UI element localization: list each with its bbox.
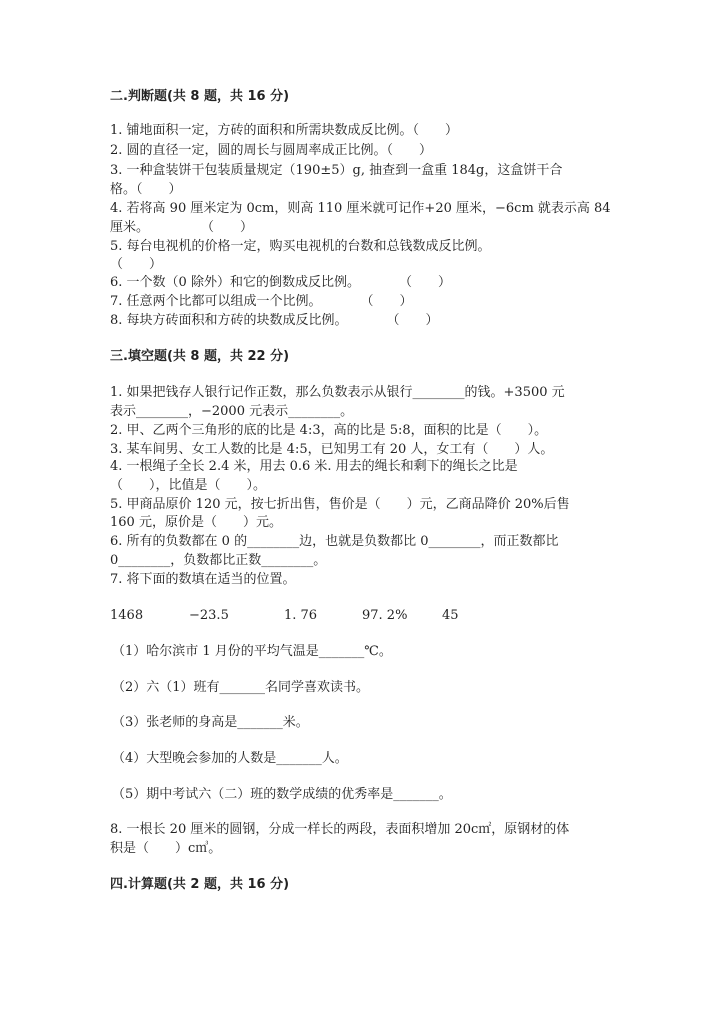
question-line: 8. 每块方砖面积和方砖的块数成反比例。 （ ） <box>110 313 439 328</box>
number-item: 1. 76 <box>284 608 318 623</box>
question-line: 积是（ ）c㎥。 <box>110 841 222 856</box>
question-line: 0________，负数都比正数________。 <box>110 553 327 568</box>
question-line: 3. 某车间男、女工人数的比是 4:5，已知男工有 20 人，女工有（ ）人。 <box>110 442 554 457</box>
question-line: 6. 所有的负数都在 0 的________边，也就是负数都比 0________，而正数都比 <box>110 534 559 549</box>
question-line: 表示________，−2000 元表示________。 <box>110 404 354 419</box>
section-heading: 二.判断题(共 8 题，共 16 分) <box>110 89 290 104</box>
question-line: 4. 一根绳子全长 2.4 米，用去 0.6 米. 用去的绳长和剩下的绳长之比是 <box>110 459 518 474</box>
number-item: 97. 2% <box>362 608 408 623</box>
question-line: 3. 一种盒装饼干包装质量规定（190±5）g, 抽查到一盒重 184g，这盒饼干合 <box>110 163 563 178</box>
question-line: 160 元，原价是（ ）元。 <box>110 515 282 530</box>
question-line: 2. 甲、乙两个三角形的底的比是 4:3，高的比是 5:8，面积的比是（ ）。 <box>110 423 548 438</box>
question-line: （ ），比值是（ ）。 <box>110 478 267 493</box>
question-line: 1. 铺地面积一定，方砖的面积和所需块数成反比例。（ ） <box>110 123 459 138</box>
question-line: 7. 将下面的数填在适当的位置。 <box>110 572 296 587</box>
question-line: 格。（ ） <box>110 182 182 197</box>
number-item: −23.5 <box>189 608 229 623</box>
sub-question: （4）大型晚会参加的人数是_______人。 <box>112 751 348 766</box>
question-line: 8. 一根长 20 厘米的圆钢，分成一样长的两段，表面积增加 20c㎡，原钢材的体 <box>110 822 570 837</box>
section-heading: 四.计算题(共 2 题，共 16 分) <box>110 877 290 892</box>
question-line: 厘米。 （ ） <box>110 220 254 235</box>
sub-question: （1）哈尔滨市 1 月份的平均气温是_______℃。 <box>112 644 392 659</box>
question-line: 7. 任意两个比都可以组成一个比例。 （ ） <box>110 294 413 309</box>
section-heading: 三.填空题(共 8 题，共 22 分) <box>110 349 290 364</box>
sub-question: （3）张老师的身高是_______米。 <box>112 715 309 730</box>
question-line: 6. 一个数（0 除外）和它的倒数成反比例。 （ ） <box>110 275 451 290</box>
question-line: 2. 圆的直径一定，圆的周长与圆周率成正比例。（ ） <box>110 143 433 158</box>
question-line: 4. 若将高 90 厘米定为 0cm，则高 110 厘米就可记作+20 厘米，−6cm 就表示高 84 <box>110 201 611 216</box>
question-line: （ ） <box>110 257 163 272</box>
sub-question: （5）期中考试六（二）班的数学成绩的优秀率是_______。 <box>112 787 452 802</box>
question-line: 1. 如果把钱存人银行记作正数，那么负数表示从银行________的钱。+3500 元 <box>110 385 565 400</box>
number-item: 1468 <box>110 608 144 623</box>
sub-question: （2）六（1）班有_______名同学喜欢读书。 <box>112 680 370 695</box>
number-item: 45 <box>442 608 459 623</box>
question-line: 5. 每台电视机的价格一定，购买电视机的台数和总钱数成反比例。 <box>110 239 491 254</box>
question-line: 5. 甲商品原价 120 元，按七折出售，售价是（ ）元，乙商品降价 20%后售 <box>110 497 570 512</box>
